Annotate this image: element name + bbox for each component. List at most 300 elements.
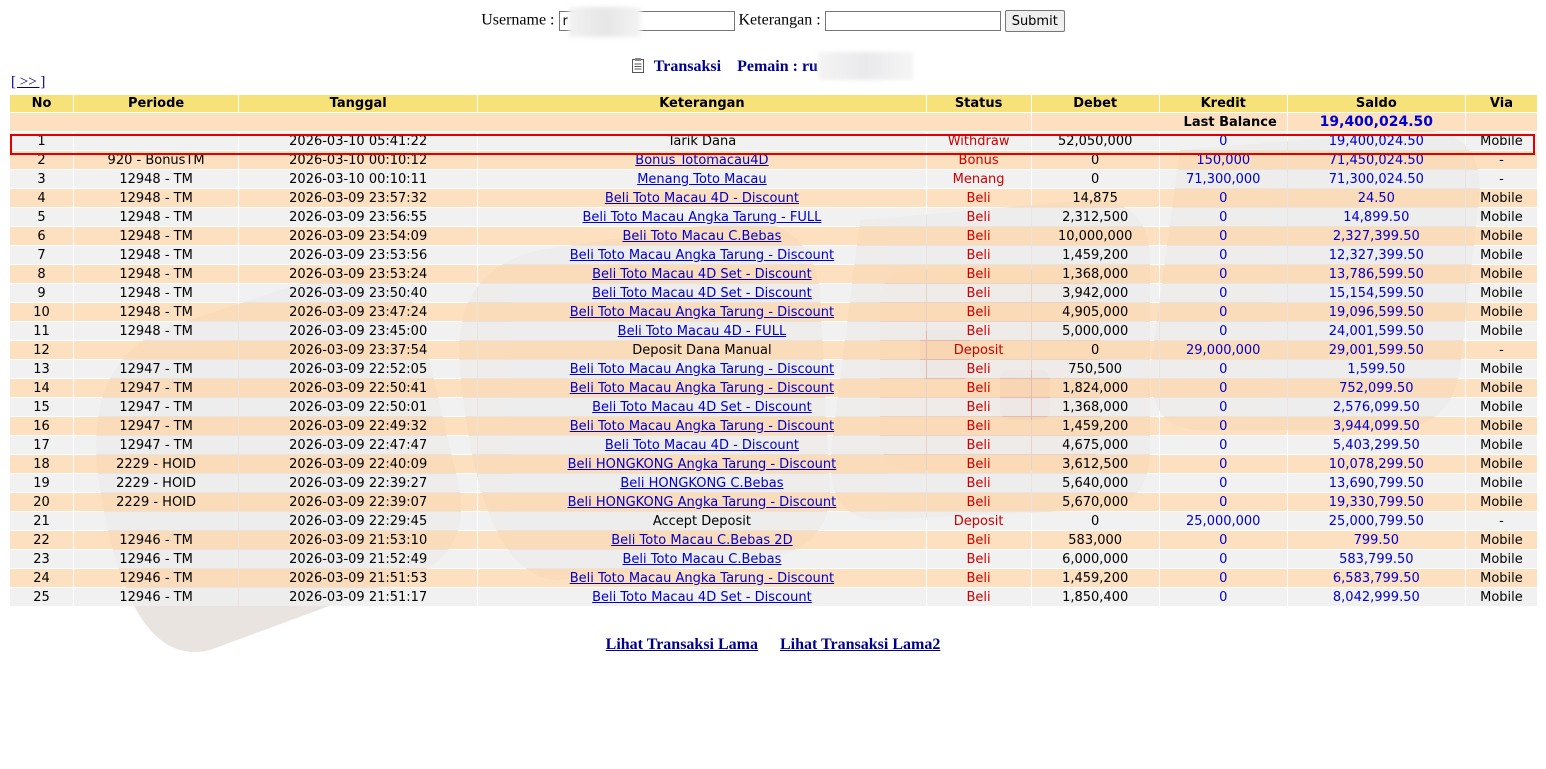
transaction-detail-link[interactable]: Beli Toto Macau 4D - FULL [617,323,787,339]
cell-status: Beli [927,265,1031,283]
table-row [10,474,1537,492]
cell-tanggal: 2026-03-10 00:10:11 [239,170,477,188]
cell-debet: 3,942,000 [1032,284,1159,302]
table-row [10,265,1537,283]
cell-keterangan [478,379,925,397]
last-balance-label: Last Balance [1032,113,1287,131]
header-status: Status [927,95,1031,112]
cell-tanggal: 2026-03-09 22:40:09 [239,455,477,473]
keterangan-label: Keterangan : [738,11,821,29]
header-kredit: Kredit [1160,95,1287,112]
cell-periode: 12946 - TM [74,550,238,568]
cell-periode: 12946 - TM [74,588,238,606]
cell-keterangan [478,569,925,587]
cell-keterangan: Deposit Dana Manual [478,341,925,359]
cell-tanggal: 2026-03-09 23:50:40 [239,284,477,302]
cell-saldo: 752,099.50 [1288,379,1465,397]
transaction-detail-link[interactable]: Beli Toto Macau 4D - Discount [604,437,799,453]
cell-saldo: 15,154,599.50 [1288,284,1465,302]
cell-kredit: 0 [1160,303,1287,321]
header-periode: Periode [74,95,238,112]
search-form [0,10,1546,32]
table-row [10,398,1537,416]
cell-status: Beli [927,398,1031,416]
cell-keterangan: Tarik Dana [478,132,925,150]
cell-via: Mobile [1466,398,1537,416]
cell-tanggal: 2026-03-09 23:45:00 [239,322,477,340]
transaction-detail-link[interactable]: Beli Toto Macau Angka Tarung - Discount [569,247,835,263]
cell-debet: 52,050,000 [1032,132,1159,150]
cell-no: 15 [10,398,73,416]
cell-debet: 1,368,000 [1032,398,1159,416]
title-transaksi: Transaksi [653,58,722,75]
cell-tanggal: 2026-03-09 21:51:17 [239,588,477,606]
cell-debet: 5,670,000 [1032,493,1159,511]
table-row [10,170,1537,188]
cell-tanggal: 2026-03-09 22:29:45 [239,512,477,530]
transaction-detail-link[interactable]: Beli Toto Macau 4D Set - Discount [592,266,812,282]
transaction-detail-link[interactable]: Beli Toto Macau Angka Tarung - FULL [582,209,822,225]
cell-keterangan [478,265,925,283]
cell-tanggal: 2026-03-09 21:52:49 [239,550,477,568]
cell-no: 22 [10,531,73,549]
cell-kredit: 0 [1160,284,1287,302]
cell-debet: 0 [1032,512,1159,530]
cell-debet: 0 [1032,170,1159,188]
cell-saldo: 2,327,399.50 [1288,227,1465,245]
cell-no: 21 [10,512,73,530]
table-row [10,493,1537,511]
cell-periode [74,341,238,359]
table-row [10,284,1537,302]
cell-via: Mobile [1466,132,1537,150]
cell-saldo: 71,450,024.50 [1288,151,1465,169]
transaction-detail-link[interactable]: Beli Toto Macau Angka Tarung - Discount [569,361,835,377]
cell-no: 10 [10,303,73,321]
cell-saldo: 10,078,299.50 [1288,455,1465,473]
cell-via: Mobile [1466,303,1537,321]
cell-saldo: 25,000,799.50 [1288,512,1465,530]
cell-keterangan [478,550,925,568]
cell-no: 17 [10,436,73,454]
keterangan-input[interactable] [825,11,1001,31]
cell-debet: 6,000,000 [1032,550,1159,568]
table-row [10,569,1537,587]
cell-saldo: 2,576,099.50 [1288,398,1465,416]
table-row [10,588,1537,606]
cell-tanggal: 2026-03-09 22:50:01 [239,398,477,416]
cell-periode: 12948 - TM [74,284,238,302]
title-pemain: Pemain : ru [737,58,818,75]
cell-periode: 12948 - TM [74,189,238,207]
cell-periode: 12948 - TM [74,246,238,264]
cell-periode: 12948 - TM [74,303,238,321]
header-debet: Debet [1032,95,1159,112]
cell-no: 18 [10,455,73,473]
cell-status: Beli [927,531,1031,549]
redaction-blur [569,7,641,37]
cell-no: 6 [10,227,73,245]
cell-saldo: 24,001,599.50 [1288,322,1465,340]
cell-tanggal: 2026-03-09 22:39:07 [239,493,477,511]
cell-periode: 12947 - TM [74,417,238,435]
transaction-detail-link[interactable]: Menang Toto Macau [637,171,767,187]
transaction-table [9,94,1538,607]
cell-kredit: 0 [1160,189,1287,207]
cell-status: Beli [927,227,1031,245]
cell-kredit: 0 [1160,246,1287,264]
last-balance-value: 19,400,024.50 [1288,113,1465,131]
cell-keterangan [478,170,925,188]
cell-via: Mobile [1466,360,1537,378]
cell-saldo: 13,786,599.50 [1288,265,1465,283]
cell-saldo: 19,400,024.50 [1288,132,1465,150]
cell-via: Mobile [1466,588,1537,606]
cell-status: Beli [927,322,1031,340]
cell-debet: 3,612,500 [1032,455,1159,473]
cell-periode: 12948 - TM [74,208,238,226]
cell-debet: 1,459,200 [1032,246,1159,264]
cell-via: Mobile [1466,455,1537,473]
table-row [10,455,1537,473]
cell-tanggal: 2026-03-10 00:10:12 [239,151,477,169]
cell-no: 19 [10,474,73,492]
cell-kredit: 0 [1160,474,1287,492]
transaction-detail-link[interactable]: Beli HONGKONG Angka Tarung - Discount [567,456,837,472]
cell-via: Mobile [1466,379,1537,397]
cell-tanggal: 2026-03-09 22:47:47 [239,436,477,454]
transaction-detail-link[interactable]: Beli Toto Macau 4D Set - Discount [592,589,812,605]
cell-status: Deposit [927,341,1031,359]
cell-debet: 0 [1032,341,1159,359]
transaction-detail-link[interactable]: Beli Toto Macau Angka Tarung - Discount [569,304,835,320]
cell-debet: 1,459,200 [1032,417,1159,435]
cell-saldo: 1,599.50 [1288,360,1465,378]
table-row [10,379,1537,397]
cell-keterangan [478,284,925,302]
cell-status: Beli [927,550,1031,568]
cell-periode: 12947 - TM [74,360,238,378]
cell-keterangan [478,322,925,340]
username-label: Username : [481,11,555,29]
transaction-detail-link[interactable]: Beli Toto Macau Angka Tarung - Discount [569,418,835,434]
cell-via: Mobile [1466,322,1537,340]
cell-kredit: 0 [1160,398,1287,416]
cell-tanggal: 2026-03-09 22:49:32 [239,417,477,435]
cell-via: Mobile [1466,189,1537,207]
cell-status: Beli [927,436,1031,454]
cell-tanggal: 2026-03-09 23:56:55 [239,208,477,226]
cell-via: Mobile [1466,208,1537,226]
cell-no: 16 [10,417,73,435]
cell-periode [74,512,238,530]
footer-links [0,636,1546,654]
cell-debet: 1,459,200 [1032,569,1159,587]
cell-via: Mobile [1466,493,1537,511]
cell-saldo: 5,403,299.50 [1288,436,1465,454]
cell-keterangan [478,227,925,245]
cell-kredit: 0 [1160,588,1287,606]
cell-tanggal: 2026-03-09 23:54:09 [239,227,477,245]
table-row [10,512,1537,530]
cell-no: 1 [10,132,73,150]
cell-periode: 12947 - TM [74,436,238,454]
cell-no: 4 [10,189,73,207]
transaction-detail-link[interactable]: Beli Toto Macau 4D Set - Discount [592,399,812,415]
cell-no: 11 [10,322,73,340]
transaction-detail-link[interactable]: Beli Toto Macau Angka Tarung - Discount [569,380,835,396]
cell-saldo: 14,899.50 [1288,208,1465,226]
cell-no: 7 [10,246,73,264]
cell-debet: 750,500 [1032,360,1159,378]
cell-via: Mobile [1466,246,1537,264]
table-row [10,246,1537,264]
table-header-row [10,95,1537,112]
cell-periode: 920 - BonusTM [74,151,238,169]
cell-kredit: 0 [1160,436,1287,454]
transaction-detail-link[interactable]: Beli HONGKONG C.Bebas [620,475,784,491]
transaction-detail-link[interactable]: Beli Toto Macau C.Bebas 2D [611,532,793,548]
cell-keterangan [478,417,925,435]
cell-status: Beli [927,569,1031,587]
header-keterangan: Keterangan [478,95,925,112]
table-row [10,322,1537,340]
cell-tanggal: 2026-03-09 23:53:56 [239,246,477,264]
cell-keterangan [478,455,925,473]
redaction-blur [818,52,914,80]
cell-periode: 12947 - TM [74,398,238,416]
cell-keterangan [478,493,925,511]
cell-via: Mobile [1466,436,1537,454]
cell-via: Mobile [1466,474,1537,492]
cell-saldo: 19,330,799.50 [1288,493,1465,511]
cell-saldo: 3,944,099.50 [1288,417,1465,435]
cell-kredit: 0 [1160,531,1287,549]
table-row [10,550,1537,568]
cell-status: Beli [927,588,1031,606]
cell-debet: 10,000,000 [1032,227,1159,245]
cell-via: - [1466,341,1537,359]
cell-kredit: 0 [1160,379,1287,397]
cell-no: 14 [10,379,73,397]
table-row [10,303,1537,321]
cell-status: Beli [927,303,1031,321]
cell-debet: 4,905,000 [1032,303,1159,321]
cell-periode: 2229 - HOID [74,474,238,492]
cell-tanggal: 2026-03-09 23:37:54 [239,341,477,359]
cell-tanggal: 2026-03-09 21:53:10 [239,531,477,549]
cell-kredit: 0 [1160,265,1287,283]
cell-debet: 5,640,000 [1032,474,1159,492]
cell-via: Mobile [1466,265,1537,283]
cell-status: Bonus [927,151,1031,169]
cell-debet: 583,000 [1032,531,1159,549]
cell-keterangan [478,360,925,378]
cell-saldo: 29,001,599.50 [1288,341,1465,359]
cell-status: Menang [927,170,1031,188]
cell-saldo: 24.50 [1288,189,1465,207]
transaction-detail-link[interactable]: Beli Toto Macau C.Bebas [622,228,782,244]
cell-saldo: 799.50 [1288,531,1465,549]
cell-status: Beli [927,474,1031,492]
cell-keterangan [478,531,925,549]
cell-saldo: 12,327,399.50 [1288,246,1465,264]
cell-periode: 2229 - HOID [74,455,238,473]
cell-keterangan [478,189,925,207]
cell-status: Beli [927,455,1031,473]
cell-via: Mobile [1466,417,1537,435]
table-row [10,151,1537,169]
cell-no: 12 [10,341,73,359]
next-page-link[interactable]: [ >> ] [11,74,46,90]
submit-button[interactable]: Submit [1005,10,1065,32]
cell-status: Withdraw [927,132,1031,150]
transaction-detail-link[interactable]: Beli Toto Macau 4D - Discount [604,190,799,206]
cell-kredit: 0 [1160,493,1287,511]
cell-debet: 14,875 [1032,189,1159,207]
cell-debet: 2,312,500 [1032,208,1159,226]
cell-debet: 1,824,000 [1032,379,1159,397]
cell-no: 9 [10,284,73,302]
cell-saldo: 8,042,999.50 [1288,588,1465,606]
cell-status: Beli [927,417,1031,435]
cell-periode: 12947 - TM [74,379,238,397]
transaction-detail-link[interactable]: Beli Toto Macau 4D Set - Discount [592,285,812,301]
cell-tanggal: 2026-03-09 21:51:53 [239,569,477,587]
cell-kredit: 0 [1160,417,1287,435]
table-row [10,208,1537,226]
cell-kredit: 71,300,000 [1160,170,1287,188]
cell-status: Beli [927,189,1031,207]
cell-via: Mobile [1466,227,1537,245]
cell-debet: 0 [1032,151,1159,169]
cell-via: Mobile [1466,284,1537,302]
table-row [10,189,1537,207]
cell-saldo: 71,300,024.50 [1288,170,1465,188]
cell-periode: 12946 - TM [74,531,238,549]
cell-tanggal: 2026-03-10 05:41:22 [239,132,477,150]
cell-keterangan [478,151,925,169]
cell-kredit: 0 [1160,550,1287,568]
cell-saldo: 583,799.50 [1288,550,1465,568]
cell-periode: 2229 - HOID [74,493,238,511]
cell-status: Beli [927,493,1031,511]
cell-keterangan [478,436,925,454]
cell-keterangan [478,398,925,416]
cell-debet: 1,850,400 [1032,588,1159,606]
transaction-detail-link[interactable]: Beli HONGKONG Angka Tarung - Discount [567,494,837,510]
old-transactions-link[interactable]: Lihat Transaksi Lama [605,636,758,653]
cell-kredit: 150,000 [1160,151,1287,169]
cell-debet: 4,675,000 [1032,436,1159,454]
cell-tanggal: 2026-03-09 22:52:05 [239,360,477,378]
cell-periode [74,132,238,150]
cell-periode: 12948 - TM [74,227,238,245]
cell-status: Deposit [927,512,1031,530]
cell-saldo: 6,583,799.50 [1288,569,1465,587]
cell-debet: 1,368,000 [1032,265,1159,283]
cell-kredit: 29,000,000 [1160,341,1287,359]
cell-status: Beli [927,379,1031,397]
cell-status: Beli [927,284,1031,302]
cell-status: Beli [927,246,1031,264]
header-tanggal: Tanggal [239,95,477,112]
cell-status: Beli [927,360,1031,378]
cell-tanggal: 2026-03-09 22:39:27 [239,474,477,492]
cell-kredit: 0 [1160,322,1287,340]
table-row [10,436,1537,454]
cell-status: Beli [927,208,1031,226]
cell-no: 5 [10,208,73,226]
cell-keterangan [478,208,925,226]
old-transactions-link-2[interactable]: Lihat Transaksi Lama2 [780,636,941,653]
cell-no: 2 [10,151,73,169]
header-saldo: Saldo [1288,95,1465,112]
cell-keterangan [478,474,925,492]
cell-via: - [1466,151,1537,169]
cell-kredit: 0 [1160,569,1287,587]
cell-via: Mobile [1466,531,1537,549]
cell-no: 24 [10,569,73,587]
header-no: No [10,95,73,112]
cell-tanggal: 2026-03-09 23:53:24 [239,265,477,283]
cell-saldo: 13,690,799.50 [1288,474,1465,492]
cell-via: Mobile [1466,569,1537,587]
table-row [10,531,1537,549]
table-row [10,227,1537,245]
cell-periode: 12948 - TM [74,265,238,283]
transaction-detail-link[interactable]: Beli Toto Macau C.Bebas [622,551,782,567]
cell-tanggal: 2026-03-09 22:50:41 [239,379,477,397]
table-row [10,417,1537,435]
clipboard-icon [632,58,644,78]
cell-periode: 12946 - TM [74,569,238,587]
cell-kredit: 0 [1160,455,1287,473]
cell-saldo: 19,096,599.50 [1288,303,1465,321]
page-title [0,52,1546,80]
cell-kredit: 0 [1160,208,1287,226]
table-row [10,360,1537,378]
cell-no: 20 [10,493,73,511]
cell-no: 13 [10,360,73,378]
cell-tanggal: 2026-03-09 23:57:32 [239,189,477,207]
transaction-detail-link[interactable]: Bonus Totomacau4D [635,152,769,168]
table-row [10,132,1537,150]
cell-keterangan: Accept Deposit [478,512,925,530]
table-row [10,341,1537,359]
cell-kredit: 0 [1160,227,1287,245]
cell-keterangan [478,303,925,321]
cell-via: Mobile [1466,550,1537,568]
cell-kredit: 0 [1160,132,1287,150]
cell-via: - [1466,170,1537,188]
cell-no: 8 [10,265,73,283]
last-balance-row [10,113,1537,131]
cell-no: 3 [10,170,73,188]
transaction-detail-link[interactable]: Beli Toto Macau Angka Tarung - Discount [569,570,835,586]
cell-no: 23 [10,550,73,568]
cell-periode: 12948 - TM [74,322,238,340]
cell-tanggal: 2026-03-09 23:47:24 [239,303,477,321]
cell-keterangan [478,588,925,606]
cell-periode: 12948 - TM [74,170,238,188]
cell-kredit: 0 [1160,360,1287,378]
cell-kredit: 25,000,000 [1160,512,1287,530]
cell-keterangan [478,246,925,264]
header-via: Via [1466,95,1537,112]
cell-debet: 5,000,000 [1032,322,1159,340]
cell-via: - [1466,512,1537,530]
